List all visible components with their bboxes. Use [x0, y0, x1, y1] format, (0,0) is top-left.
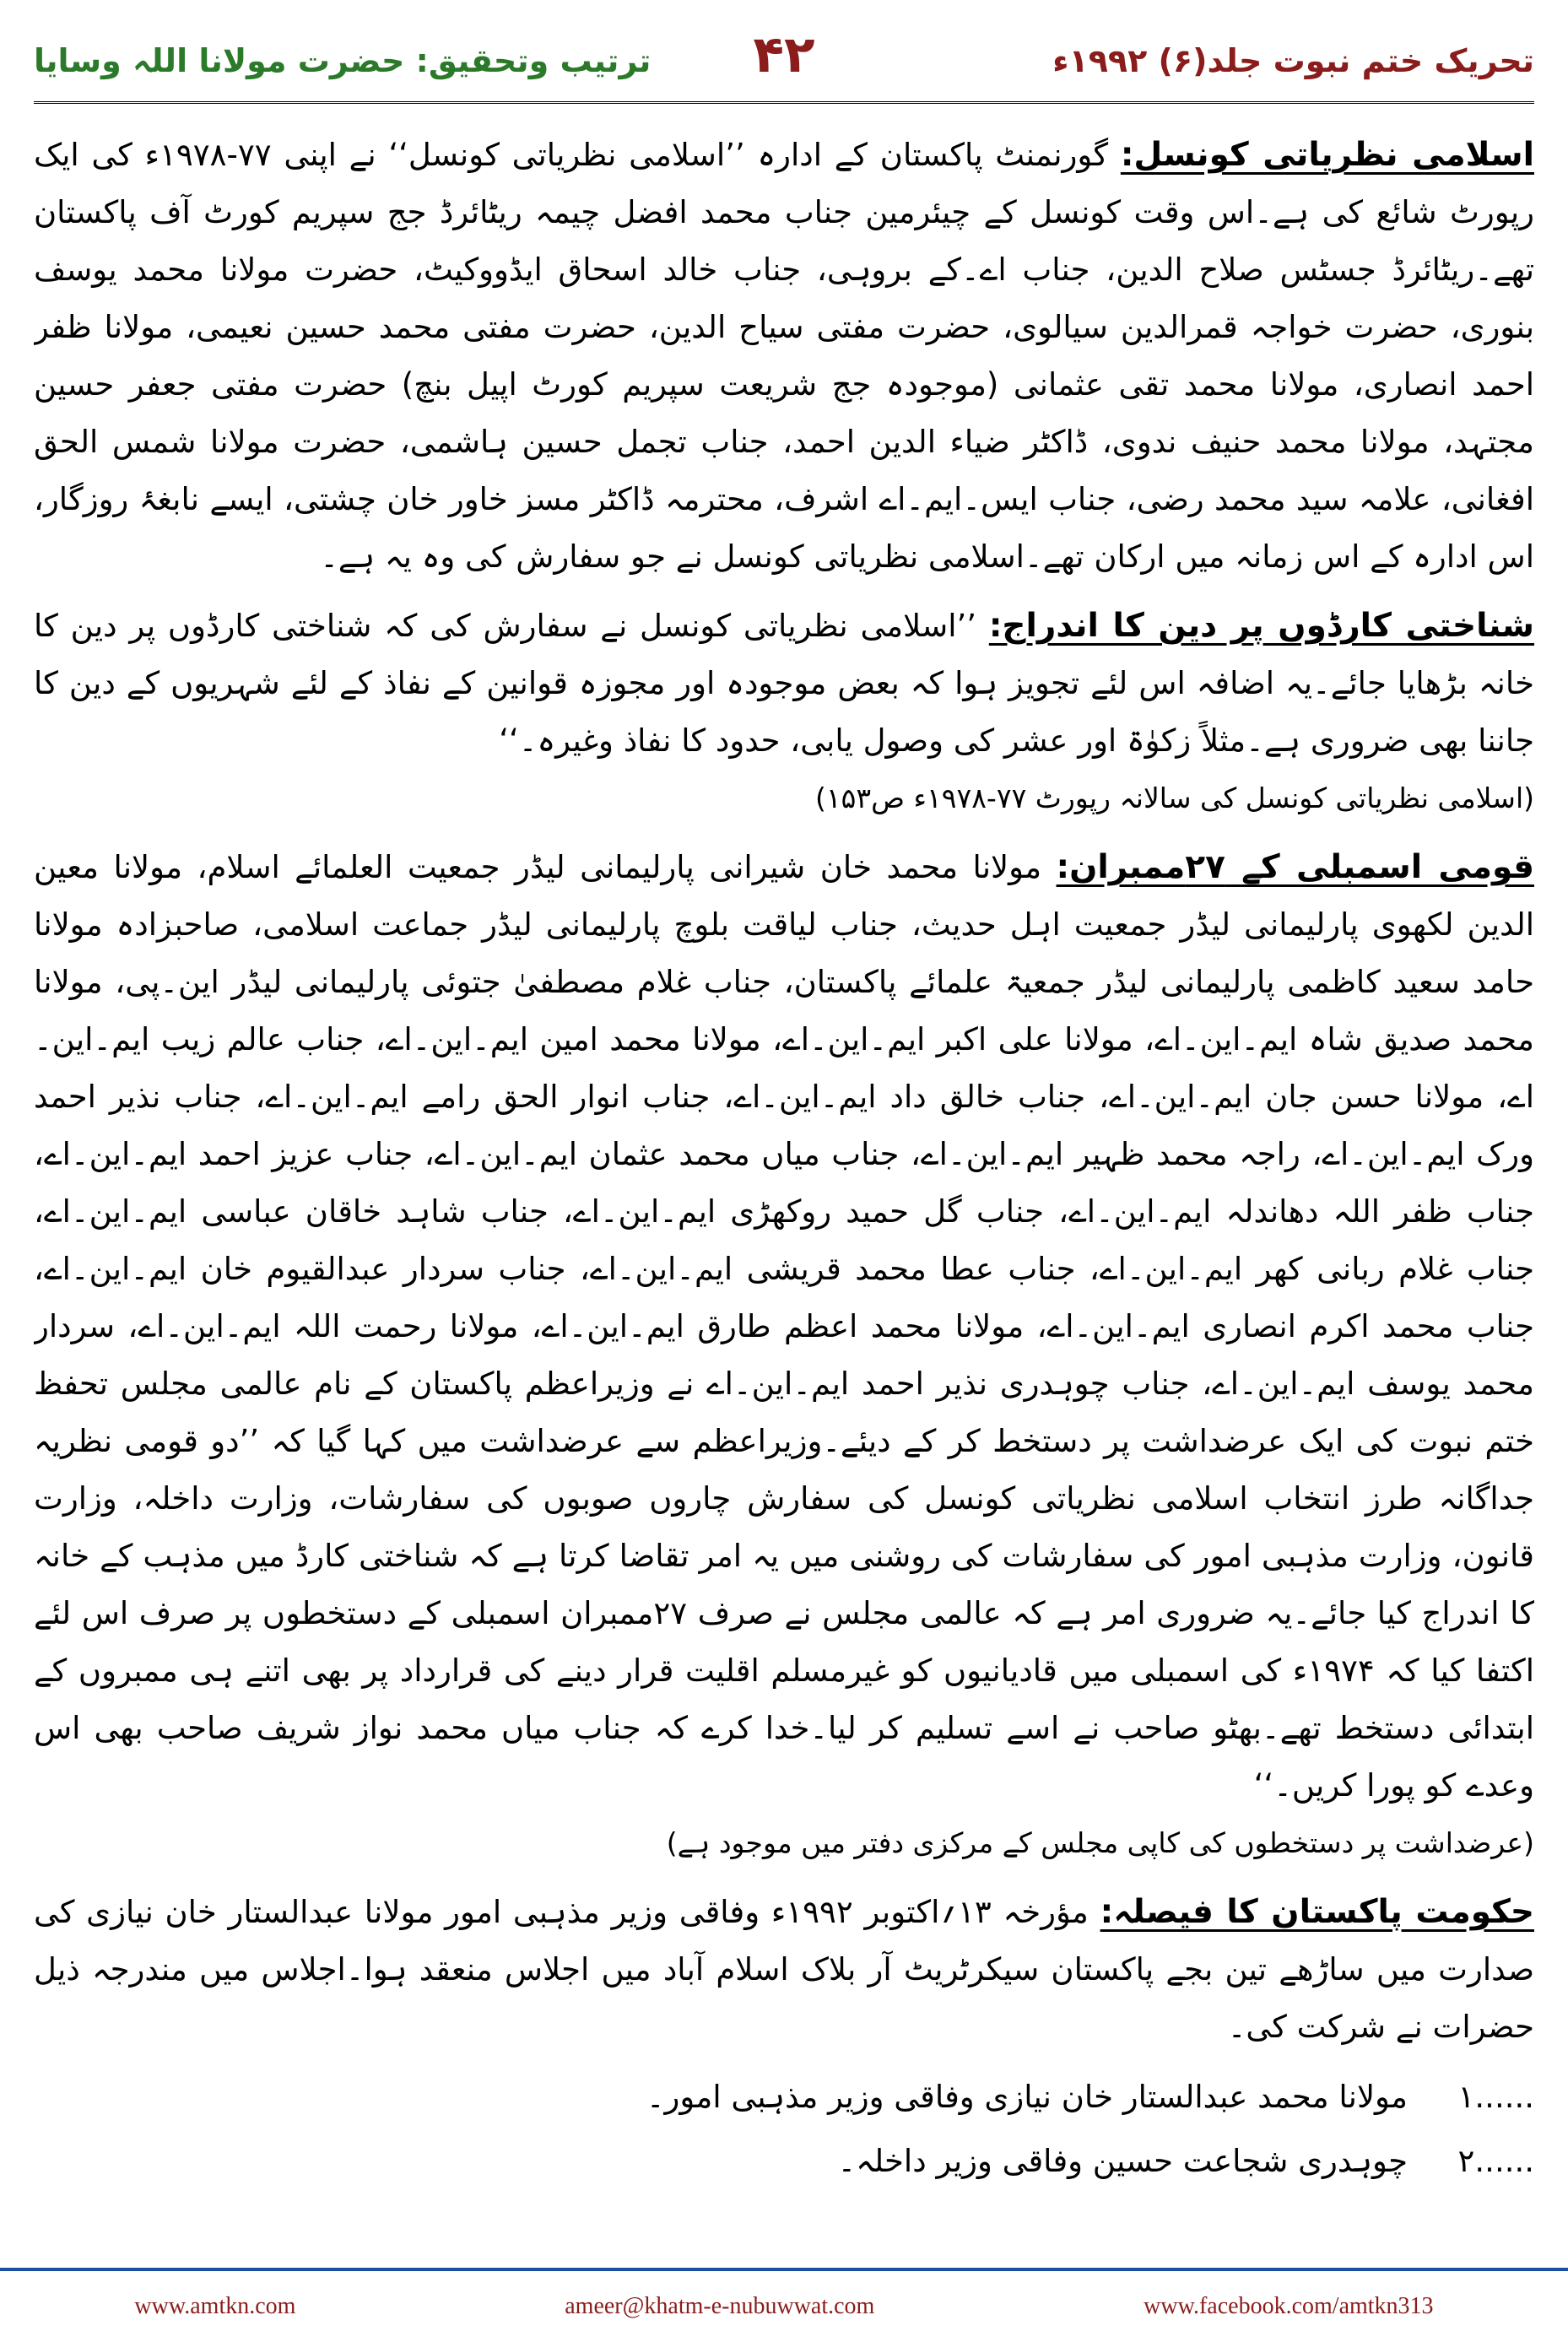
list-text: مولانا محمد عبدالستار خان نیازی وفاقی وزیر مذہبی امور۔ [646, 2079, 1408, 2115]
email-link[interactable]: ameer@khatm-e-nubuwwat.com [565, 2293, 875, 2319]
compiler-credit: ترتیب وتحقیق: حضرت مولانا اللہ وسایا [34, 42, 652, 79]
heading-council: اسلامی نظریاتی کونسل: [1120, 136, 1534, 174]
paragraph-text: گورنمنٹ پاکستان کے ادارہ ’’اسلامی نظریاتی کونسل‘‘ نے اپنی ۷۷-۱۹۷۸ء کی ایک رپورٹ شائع کی ہے۔اس وقت کونسل کے چیئرمین جناب محمد افضل چیمہ ریٹائرڈ جج سپریم کورٹ آف پاکستان تھے۔ریٹائرڈ جسٹس صلاح الدین، جناب اے۔کے بروہی، جناب خالد اسحاق ایڈووکیٹ، حضرت مولانا محمد یوسف بنوری، حضرت خواجہ قمرالدین سیالوی، حضرت مفتی سیاح الدین، حضرت مفتی محمد حسین نعیمی، مولانا ظفر احمد انصاری، مولانا محمد تقی عثمانی (موجودہ جج شریعت سپریم کورٹ اپیل بنچ) حضرت مفتی جعفر حسین مجتہد، مولانا محمد حنیف ندوی، ڈاکٹر ضیاء الدین احمد، جناب تجمل حسین ہاشمی، حضرت مولانا شمس الحق افغانی، علامہ سید محمد رضی، جناب ایس۔ایم۔اے اشرف، محترمہ ڈاکٹر مسز خاور خان چشتی، ایسے نابغۂ روزگار، اس ادارہ کے اس زمانہ میں ارکان تھے۔اسلامی نظریاتی کونسل نے جو سفارش کی وہ یہ ہے۔ [34, 137, 1534, 575]
page-body [34, 127, 1534, 2249]
paragraph-text: مولانا محمد خان شیرانی پارلیمانی لیڈر جمعیت العلمائے اسلام، مولانا معین الدین لکھوی پارلیمانی لیڈر جمعیت اہل حدیث، جناب لیاقت بلوچ پارلیمانی لیڈر جماعت اسلامی، صاحبزادہ مولانا حامد سعید کاظمی پارلیمانی لیڈر جمعیۃ علمائے پاکستان، جناب غلام مصطفیٰ جتوئی پارلیمانی لیڈر این۔پی، مولانا محمد صدیق شاہ ایم۔این۔اے، مولانا علی اکبر ایم۔این۔اے، مولانا محمد امین ایم۔این۔اے، جناب عالم زیب ایم۔این۔اے، مولانا حسن جان ایم۔این۔اے، جناب خالق داد ایم۔این۔اے، جناب انوار الحق رامے ایم۔این۔اے، جناب نذیر احمد ورک ایم۔این۔اے، راجہ محمد ظہیر ایم۔این۔اے، جناب میاں محمد عثمان ایم۔این۔اے، جناب عزیز احمد ایم۔این۔اے، جناب ظفر اللہ دھاندلہ ایم۔این۔اے، جناب گل حمید روکھڑی ایم۔این۔اے، جناب شاہد خاقان عباسی ایم۔این۔اے، جناب غلام ربانی کھر ایم۔این۔اے، جناب عطا محمد قریشی ایم۔این۔اے، جناب سردار عبدالقیوم خان ایم۔این۔اے، جناب محمد اکرم انصاری ایم۔این۔اے، مولانا محمد اعظم طارق ایم۔این۔اے، مولانا رحمت اللہ ایم۔این۔اے، سردار محمد یوسف ایم۔این۔اے، جناب چوہدری نذیر احمد ایم۔این۔اے نے وزیراعظم پاکستان کے نام عالمی مجلس تحفظ ختم نبوت کی ایک عرضداشت پر دستخط کر کے دیئے۔وزیراعظم سے عرضداشت میں کہا گیا کہ ’’دو قومی نظریہ جداگانہ طرز انتخاب اسلامی نظریاتی کونسل کی سفارش چاروں صوبوں کی سفارشات، وزارت داخلہ، وزارت قانون، وزارت مذہبی امور کی سفارشات کی روشنی میں یہ امر تقاضا کرتا ہے کہ شناختی کارڈ میں مذہب کے خانہ کا اندراج کیا جائے۔یہ ضروری امر ہے کہ عالمی مجلس نے صرف ۲۷ممبران اسمبلی کے دستخطوں پر صرف اس لئے اکتفا کیا کہ ۱۹۷۴ء کی اسمبلی میں قادیانیوں کو غیرمسلم اقلیت قرار دینے کی قرارداد پر بھی اتنے ہی ممبروں کے ابتدائی دستخط تھے۔بھٹو صاحب نے اسے تسلیم کر لیا۔خدا کرے کہ جناب میاں محمد نواز شریف صاحب بھی اس وعدے کو پورا کریں۔‘‘ [34, 849, 1534, 1804]
list-number: ۱...... [1457, 2079, 1534, 2115]
page-number: ۴۲ [753, 25, 815, 84]
paragraph-id-card [34, 598, 1534, 827]
paragraph-text: ’’اسلامی نظریاتی کونسل نے سفارش کی کہ شناختی کارڈوں پر دین کا خانہ بڑھایا جائے۔یہ اضافہ اس لئے تجویز ہوا کہ بعض موجودہ اور مجوزہ قوانین کے نفاذ کے لئے شہریوں کے دین کا جاننا بھی ضروری ہے۔مثلاً زکوٰۃ اور عشر کی وصول یابی، حدود کا نفاذ وغیرہ۔‘‘ [34, 608, 1534, 759]
heading-assembly-members: قومی اسمبلی کے ۲۷ممبران: [1056, 848, 1534, 886]
citation: (اسلامی نظریاتی کونسل کی سالانہ رپورٹ ۷۷-۱۹۷۸ء ص۱۵۳) [815, 782, 1534, 814]
heading-government-decision: حکومت پاکستان کا فیصلہ: [1100, 1893, 1534, 1931]
heading-id-card: شناختی کارڈوں پر دین کا اندراج: [988, 607, 1534, 645]
page-footer [0, 2268, 1568, 2342]
paragraph-government-decision [34, 1884, 1534, 2056]
list-text: چوہدری شجاعت حسین وفاقی وزیر داخلہ۔ [837, 2143, 1408, 2179]
facebook-link[interactable]: www.facebook.com/amtkn313 [1144, 2293, 1434, 2319]
citation: (عرضداشت پر دستخطوں کی کاپی مجلس کے مرکزی دفتر میں موجود ہے) [666, 1826, 1534, 1859]
series-title: تحریک ختم نبوت جلد(۶) ۱۹۹۲ء [1052, 42, 1534, 79]
list-item [34, 2132, 1534, 2191]
paragraph-council [34, 127, 1534, 586]
list-number: ۲...... [1457, 2143, 1534, 2179]
page-header [34, 20, 1534, 104]
paragraph-assembly-members [34, 839, 1534, 1872]
paragraph-text: مؤرخہ ۱۳؍اکتوبر ۱۹۹۲ء وفاقی وزیر مذہبی امور مولانا عبدالستار خان نیازی کی صدارت میں ساڑھے تین بجے پاکستان سیکرٹریٹ آر بلاک اسلام آباد میں اجلاس منعقد ہوا۔اجلاس میں مندرجہ ذیل حضرات نے شرکت کی۔ [34, 1894, 1534, 2045]
list-item [34, 2068, 1534, 2127]
website-link[interactable]: www.amtkn.com [134, 2293, 296, 2319]
